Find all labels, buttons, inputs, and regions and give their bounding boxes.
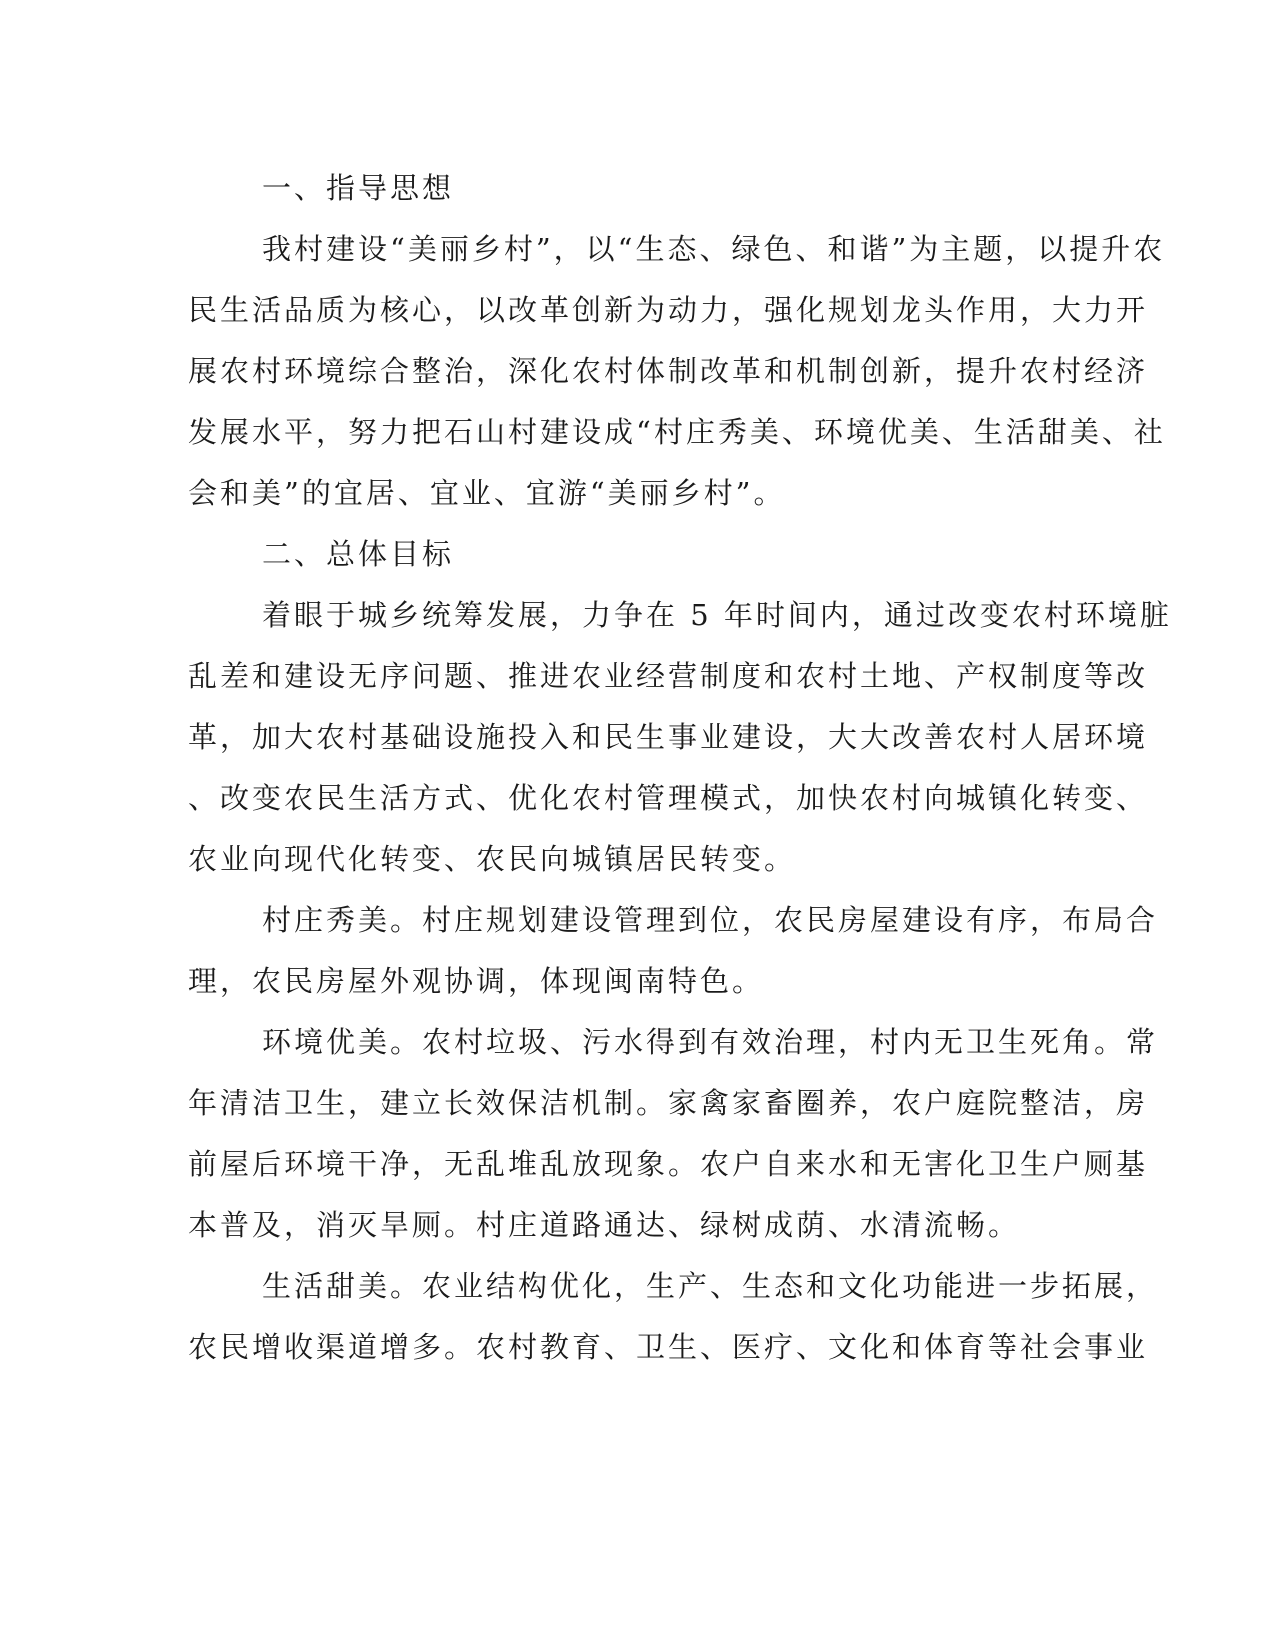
section-heading-guiding-ideology: 一、指导思想 [262,171,455,205]
paragraph-line: 发展水平，努力把石山村建设成“村庄秀美、环境优美、生活甜美、社 [188,415,1166,449]
paragraph-line: 乱差和建设无序问题、推进农业经营制度和农村土地、产权制度等改 [188,659,1149,693]
paragraph-line: 农民增收渠道增多。农村教育、卫生、医疗、文化和体育等社会事业 [188,1330,1149,1364]
paragraph-line: 革，加大农村基础设施投入和民生事业建设，大大改善农村人居环境 [188,720,1149,754]
paragraph-line: 我村建设“美丽乡村”，以“生态、绿色、和谐”为主题，以提升农 [262,232,1166,266]
paragraph-line: 展农村环境综合整治，深化农村体制改革和机制创新，提升农村经济 [188,354,1149,388]
paragraph-line: 、改变农民生活方式、优化农村管理模式，加快农村向城镇化转变、 [188,781,1149,815]
paragraph-line: 前屋后环境干净，无乱堆乱放现象。农户自来水和无害化卫生户厕基 [188,1147,1149,1181]
paragraph-line: 环境优美。农村垃圾、污水得到有效治理，村内无卫生死角。常 [262,1025,1159,1059]
paragraph-line: 生活甜美。农业结构优化，生产、生态和文化功能进一步拓展， [262,1269,1159,1303]
paragraph-line: 本普及，消灭旱厕。村庄道路通达、绿树成荫、水清流畅。 [188,1208,1021,1242]
paragraph-line: 着眼于城乡统筹发展，力争在 5 年时间内，通过改变农村环境脏 [262,598,1172,632]
paragraph-line: 会和美”的宜居、宜业、宜游“美丽乡村”。 [188,476,786,510]
paragraph-line: 村庄秀美。村庄规划建设管理到位，农民房屋建设有序，布局合 [262,903,1159,937]
section-heading-overall-goal: 二、总体目标 [262,537,455,571]
paragraph-line: 年清洁卫生，建立长效保洁机制。家禽家畜圈养，农户庭院整洁，房 [188,1086,1149,1120]
body-text [188,158,1172,1378]
paragraph-line: 农业向现代化转变、农民向城镇居民转变。 [188,842,797,876]
paragraph-line: 民生活品质为核心，以改革创新为动力，强化规划龙头作用，大力开 [188,293,1149,327]
paragraph-line: 理，农民房屋外观协调，体现闽南特色。 [188,964,765,998]
